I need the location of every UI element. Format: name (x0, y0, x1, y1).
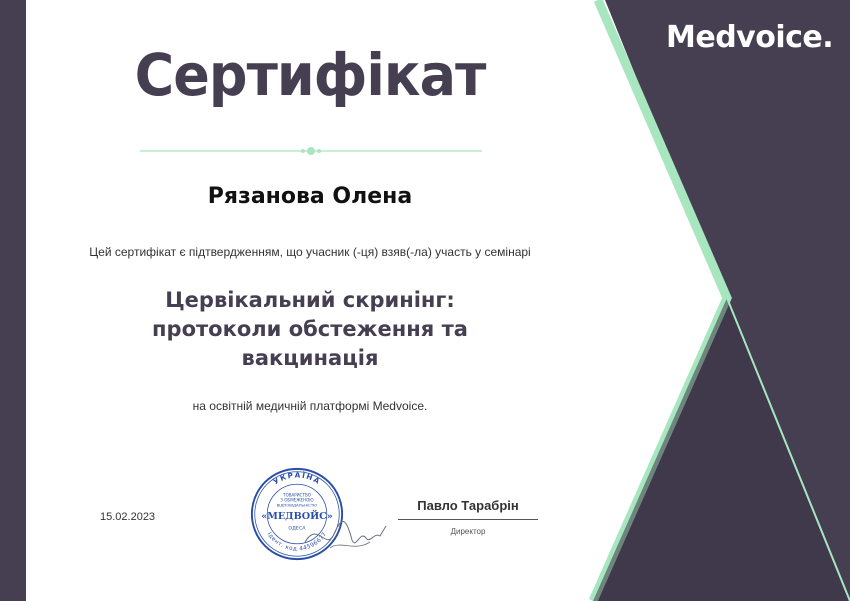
signature-line (398, 519, 538, 520)
signature-scribble (300, 512, 390, 557)
recipient-name: Рязанова Олена (207, 184, 413, 209)
signer-name: Павло Тарабрін (417, 498, 519, 513)
seal-city: ОДЕСА (288, 526, 306, 532)
signer-role: Директор (450, 527, 486, 536)
platform-text: на освітній медичній платформі Medvoice. (192, 399, 428, 413)
course-title-line: вакцинація (241, 346, 379, 370)
seal-inner-line: З ОБМЕЖЕНОЮ (280, 497, 314, 503)
seal-inner-line: ВІДПОВІДАЛЬНІСТЮ (276, 502, 318, 508)
brand-logo: Medvoice. (666, 20, 834, 55)
course-title-line: протоколи обстеження та (152, 317, 468, 341)
certificate-title: Сертифікат (134, 41, 486, 109)
issue-date: 15.02.2023 (100, 511, 156, 523)
intro-text: Цей сертифікат є підтвердженням, що учасник (-ця) взяв(-ла) участь у семінарі (89, 245, 531, 259)
title-divider (140, 143, 482, 159)
course-title (110, 286, 510, 373)
course-title-line: Цервікальний скринінг: (165, 288, 455, 312)
seal-ring-bottom: Ідент. код 44596677 (265, 531, 329, 553)
seal-company-name: «МЕДВОЙС» (261, 510, 333, 522)
seal-ring-top: УКРАЇНА (271, 470, 323, 487)
seal-inner-line: ТОВАРИСТВО (283, 492, 311, 498)
